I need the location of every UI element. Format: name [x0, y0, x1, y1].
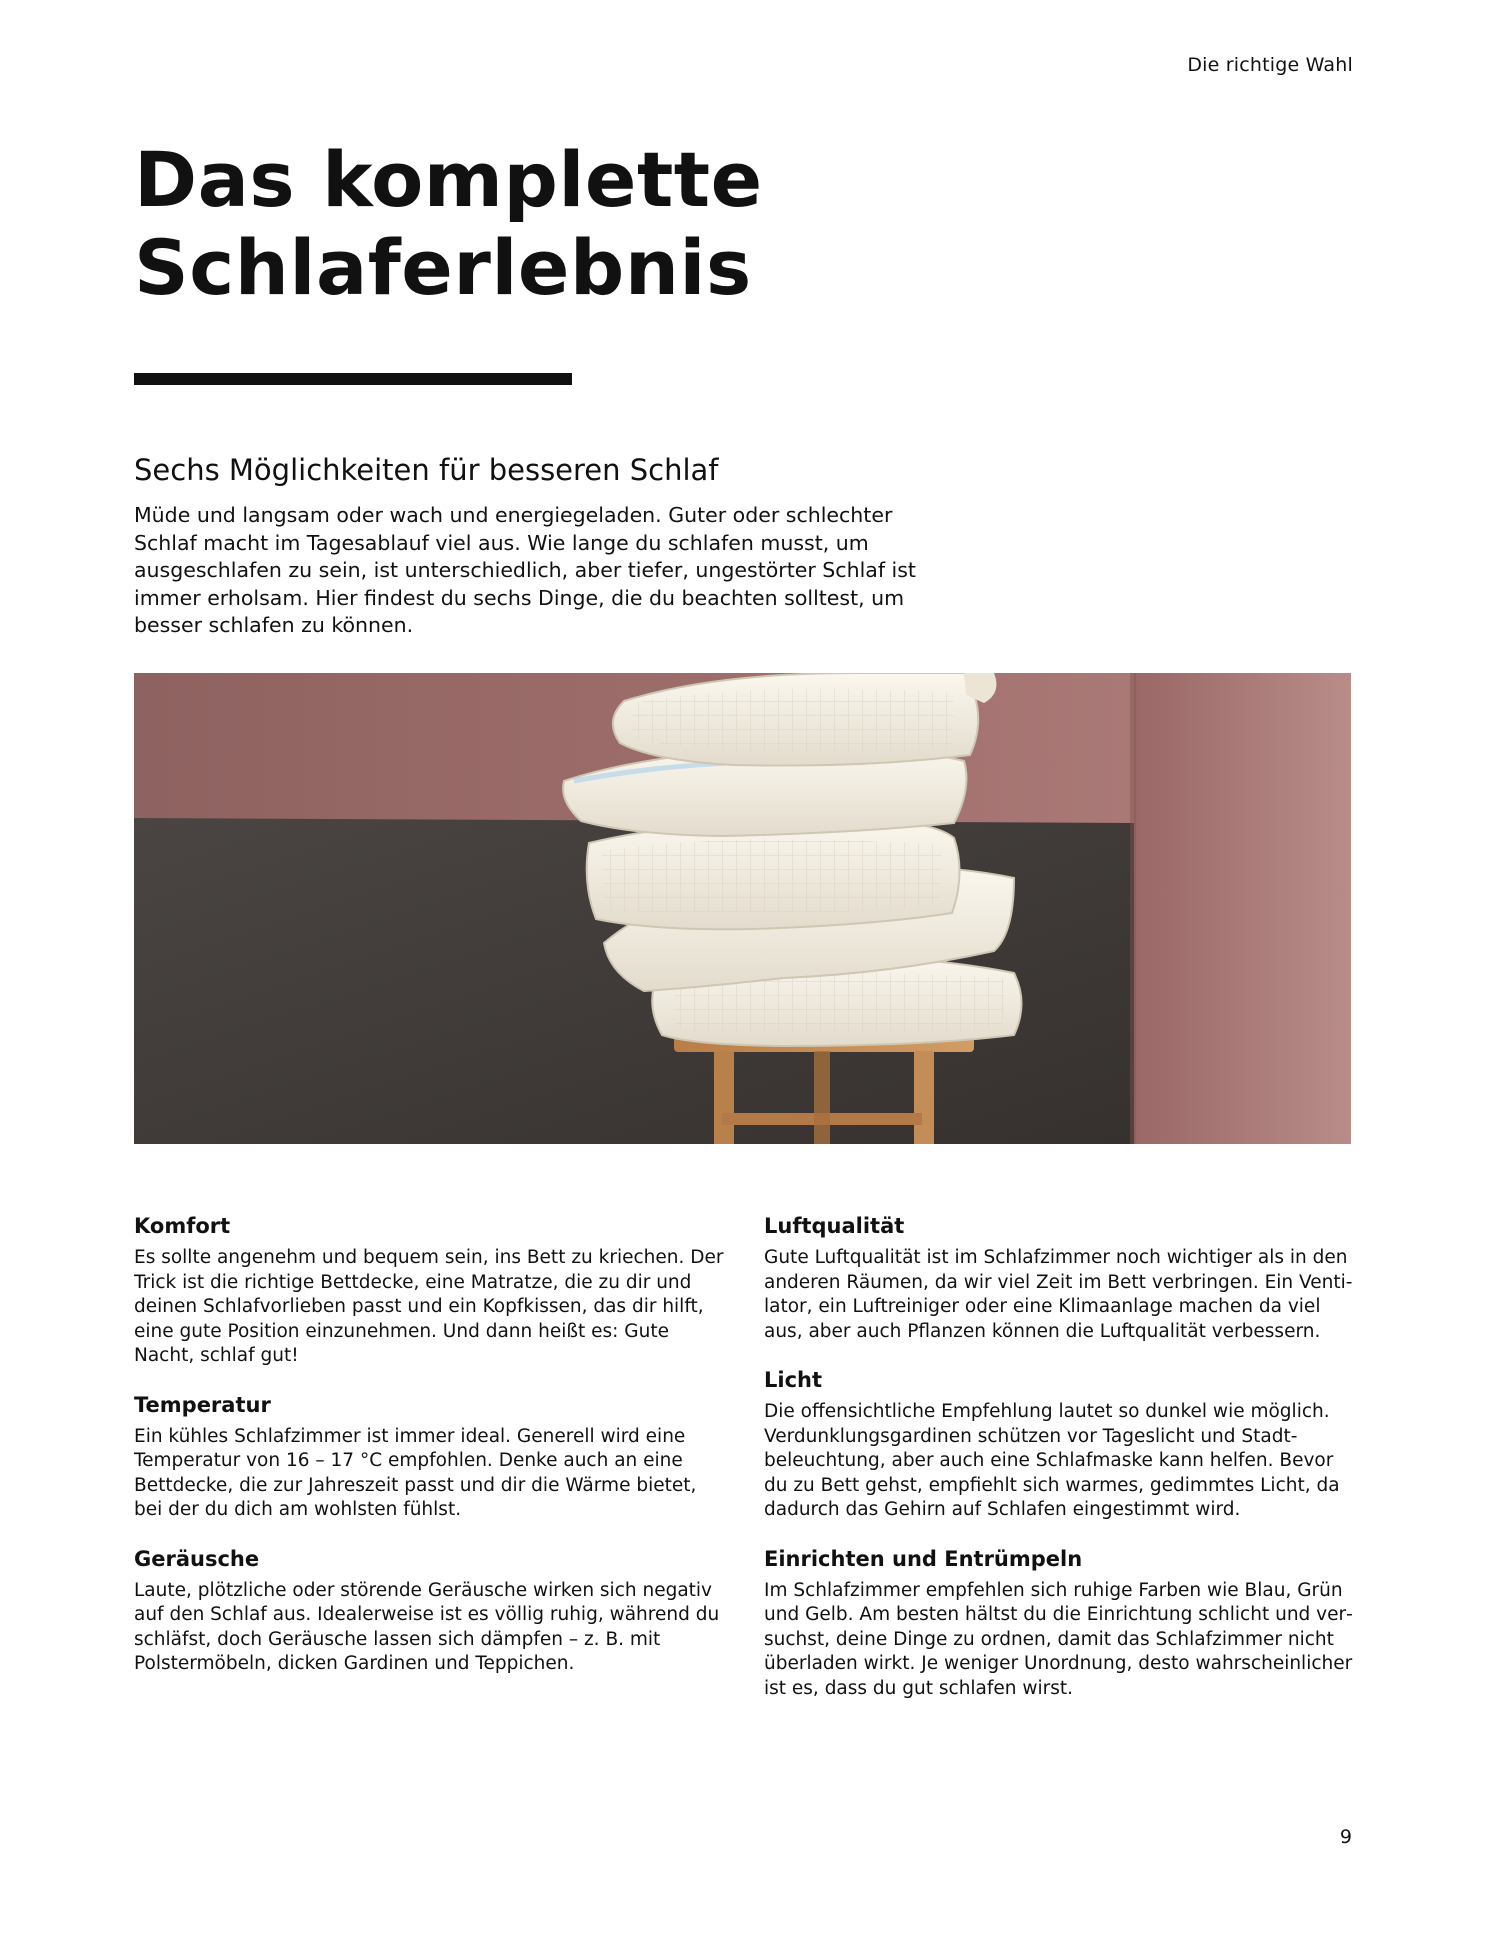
- tip-temperatur: [134, 1391, 724, 1523]
- tip-luftqualitaet: [764, 1212, 1354, 1344]
- tip-heading: Komfort: [134, 1214, 231, 1238]
- tip-text: Es sollte angenehm und bequem sein, ins Bett zu kriechen. Der Trick ist die richtige Bettdecke, eine Matratze, die zu dir und deinen Schlafvorlieben passt und ein Kopfkissen, das dir hilft, eine gute Position einzunehmen. Und dann heißt es: Gute Nacht, schlaf gut!: [134, 1247, 724, 1366]
- tip-text: Laute, plötzliche oder störende Geräusche wirken sich negativ auf den Schlaf aus. Idealerweise ist es völlig ruhig, während du schläfst, doch Geräusche lassen sich dämpfen – z. B. mit Polstermöbeln, dicken Gardinen und Teppichen.: [134, 1579, 720, 1674]
- tip-geraeusche: [134, 1545, 724, 1677]
- tip-text: Ein kühles Schlafzimmer ist immer ideal. Generell wird eine Temperatur von 16 – 17 °C empfohlen. Denke auch an eine Bettdecke, die zur Jahreszeit passt und dir die Wärme bietet, bei der du dich am wohlsten fühlst.: [134, 1425, 697, 1520]
- tip-heading: Licht: [764, 1368, 823, 1392]
- tips-column-right: [764, 1212, 1354, 1723]
- right-wall: [1134, 673, 1351, 1144]
- intro-subtitle: Sechs Möglichkeiten für besseren Schlaf: [134, 453, 719, 487]
- tips-column-left: [134, 1212, 724, 1699]
- tip-text: Gute Luftqualität ist im Schlafzimmer noch wichtiger als in den anderen Räumen, da wir viel Zeit im Bett verbringen. Ein Ventilator, ein Luftreiniger oder eine Klimaanlage machen da viel aus, aber auch Pflanzen können die Luftqualität verbessern.: [764, 1247, 1353, 1342]
- page-number: 9: [1339, 1826, 1352, 1848]
- tip-text: Die offensichtliche Empfehlung lautet so dunkel wie möglich. Verdunklungsgardinen schützen vor Tageslicht und Stadtbeleuchtung, aber auch eine Schlafmaske kann helfen. Bevor du zu Bett gehst, empfiehlt sich warmes, gedimmtes Licht, da dadurch das Gehirn auf Schlafen eingestimmt wird.: [764, 1401, 1340, 1520]
- tip-licht: [764, 1366, 1354, 1523]
- tip-komfort: [134, 1212, 724, 1369]
- wooden-stool: [674, 1030, 974, 1144]
- tip-text: Im Schlafzimmer empfehlen sich ruhige Farben wie Blau, Grün und Gelb. Am besten hältst du die Einrichtung schlicht und versuchst, deine Dinge zu ordnen, damit das Schlafzimmer nicht überladen wirkt. Je weniger Unordnung, desto wahrscheinlicher ist es, dass du gut schlafen wirst.: [764, 1579, 1353, 1699]
- title-underline-rule: [134, 373, 572, 385]
- tip-heading: Geräusche: [134, 1546, 260, 1571]
- intro-text: Müde und langsam oder wach und energiegeladen. Guter oder schlechter Schlaf macht im Tagesablauf viel aus. Wie lange du schlafen musst, um ausgeschlafen zu sein, ist unterschiedlich, aber tiefer, ungestörter Schlaf ist immer erholsam. Hier findest du sechs Dinge, die du beachten solltest, um besser schlafen zu können.: [134, 503, 916, 637]
- tip-heading: Luftqualität: [764, 1214, 905, 1238]
- pillow-stack-photo: [134, 673, 1351, 1144]
- page-title-line-1: Das komplette: [134, 135, 763, 224]
- tip-heading: Temperatur: [134, 1392, 271, 1417]
- page-title-line-2: Schlaferlebnis: [134, 223, 752, 312]
- page-title: [134, 136, 1034, 312]
- tip-einrichten: [764, 1545, 1354, 1702]
- tip-heading: Einrichten und Entrümpeln: [764, 1546, 1083, 1571]
- section-label: Die richtige Wahl: [1187, 54, 1353, 76]
